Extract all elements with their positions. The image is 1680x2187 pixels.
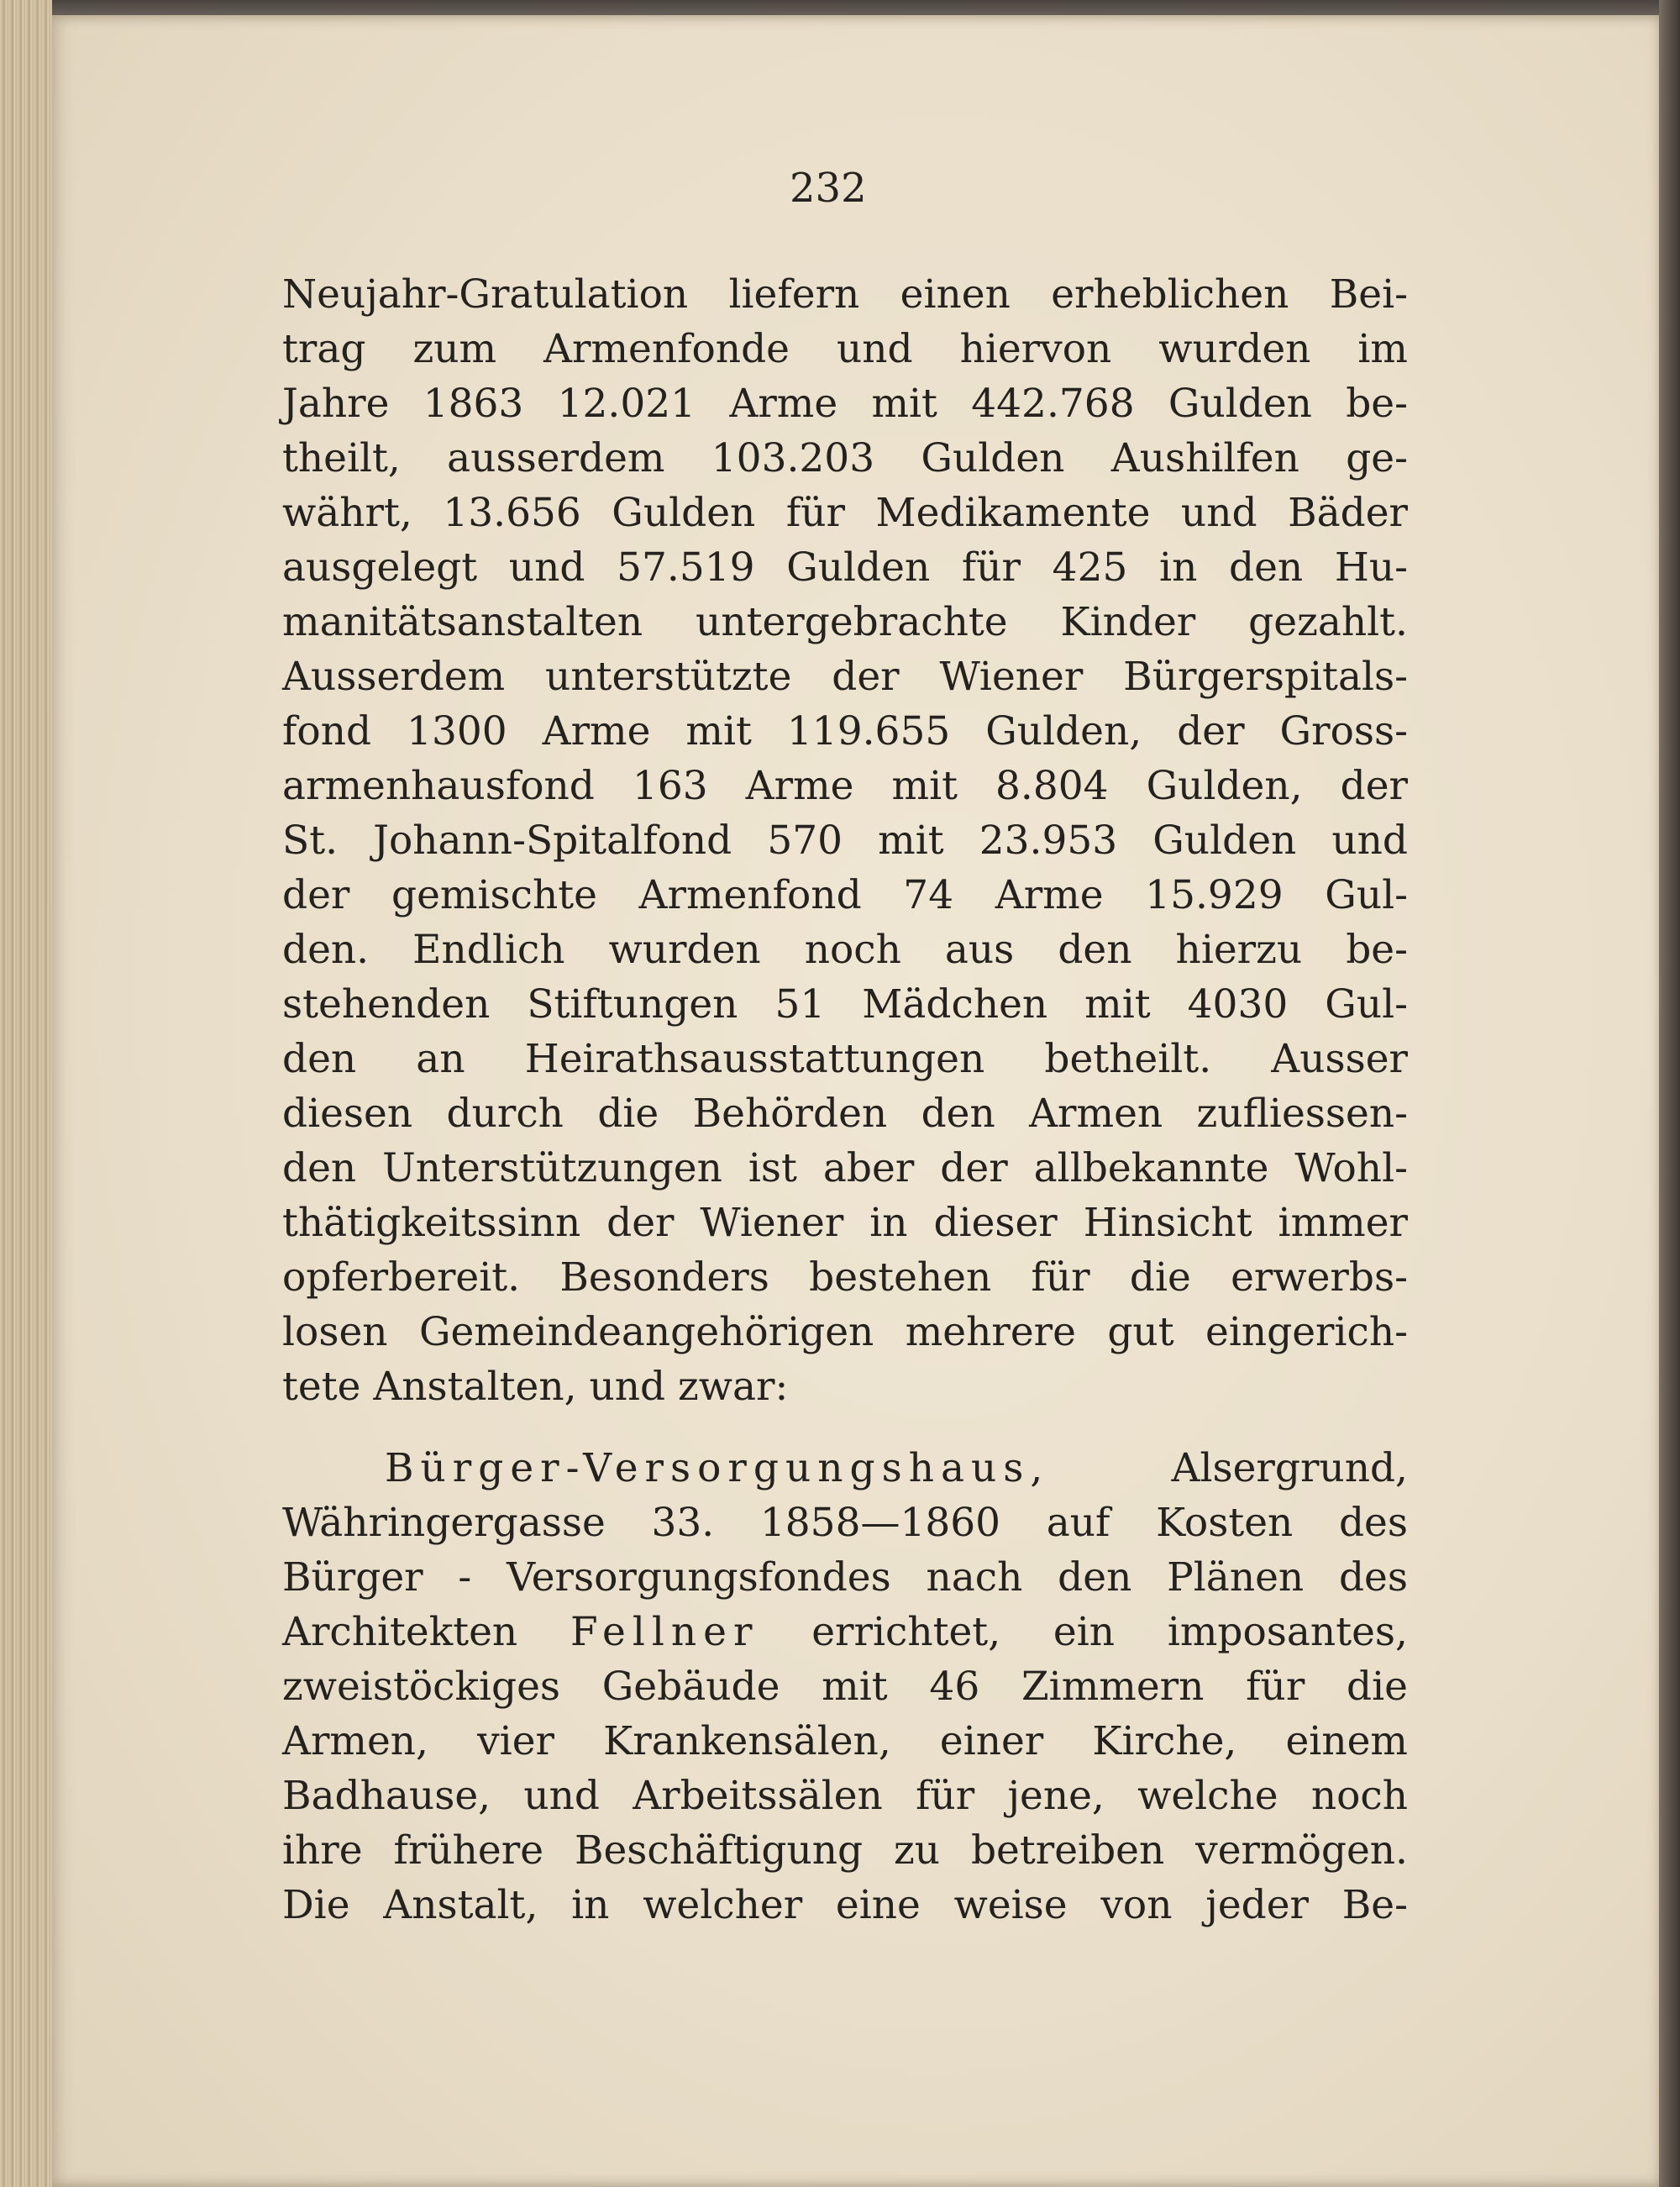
text-line: Ausserdem unterstützte der Wiener Bürgerspitals- [282,654,1408,700]
text-line: Badhause, und Arbeitssälen für jene, welche noch [282,1773,1408,1819]
text-line: der gemischte Armenfond 74 Arme 15.929 Gul- [282,872,1408,918]
text-line: zweistöckiges Gebäude mit 46 Zimmern für die [282,1664,1408,1710]
text-line: trag zum Armenfonde und hiervon wurden im [282,326,1408,372]
text-line: Neujahr-Gratulation liefern einen erheblichen Bei- [282,271,1408,318]
text-line: St. Johann-Spitalfond 570 mit 23.953 Gulden und [282,817,1408,864]
text-line: opferbereit. Besonders bestehen für die erwerbs- [282,1254,1408,1301]
text-line [282,1441,1408,1496]
paragraph-2 [282,1441,1408,1932]
architect-name: Fellner [570,1609,759,1655]
text-line [282,1605,1408,1659]
text-line: Die Anstalt, in welcher eine weise von jeder Be- [282,1882,1408,1928]
text-line: theilt, ausserdem 103.203 Gulden Aushilfen ge- [282,435,1408,481]
text-line: den Unterstützungen ist aber der allbekannte Wohl- [282,1145,1408,1191]
page-number: 232 [790,165,867,212]
text-line: ihre frühere Beschäftigung zu betreiben vermögen. [282,1827,1408,1874]
book-right-edge [1659,0,1680,2187]
text-line: Armen, vier Krankensälen, einer Kirche, einem [282,1718,1408,1764]
body-text [282,267,1408,1932]
text-line: diesen durch die Behörden den Armen zufliessen- [282,1091,1408,1137]
text-line: fond 1300 Arme mit 119.655 Gulden, der Gross- [282,708,1408,754]
text-line: Jahre 1863 12.021 Arme mit 442.768 Gulden be- [282,381,1408,427]
text-line: losen Gemeindeangehörigen mehrere gut eingerich- [282,1309,1408,1355]
paragraph-1 [282,267,1408,1414]
text-line: tete Anstalten, und zwar: [282,1364,789,1410]
text-line: armenhausfond 163 Arme mit 8.804 Gulden, der [282,763,1408,809]
text-line: Bürger - Versorgungsfondes nach den Plänen des [282,1554,1408,1601]
text-line: manitätsanstalten untergebrachte Kinder gezahlt. [282,599,1408,645]
text-line: ausgelegt und 57.519 Gulden für 425 in den Hu- [282,544,1408,591]
page-stack-edges [0,0,52,2187]
text-line: den an Heirathsausstattungen betheilt. Ausser [282,1036,1408,1082]
heading-rest: Alsergrund, [1171,1445,1408,1491]
text-line: den. Endlich wurden noch aus den hierzu be- [282,927,1408,973]
text-segment: errichtet, ein imposantes, [811,1609,1408,1655]
text-line: währt, 13.656 Gulden für Medikamente und Bäder [282,490,1408,536]
heading-spaced: Bürger-Versorgungshaus, [385,1445,1050,1491]
paragraph-gap [282,1414,1408,1441]
text-line: Währingergasse 33. 1858—1860 auf Kosten des [282,1500,1408,1546]
text-line: thätigkeitssinn der Wiener in dieser Hinsicht immer [282,1200,1408,1246]
text-segment: Architekten [282,1609,518,1655]
text-line: stehenden Stiftungen 51 Mädchen mit 4030 Gul- [282,981,1408,1028]
